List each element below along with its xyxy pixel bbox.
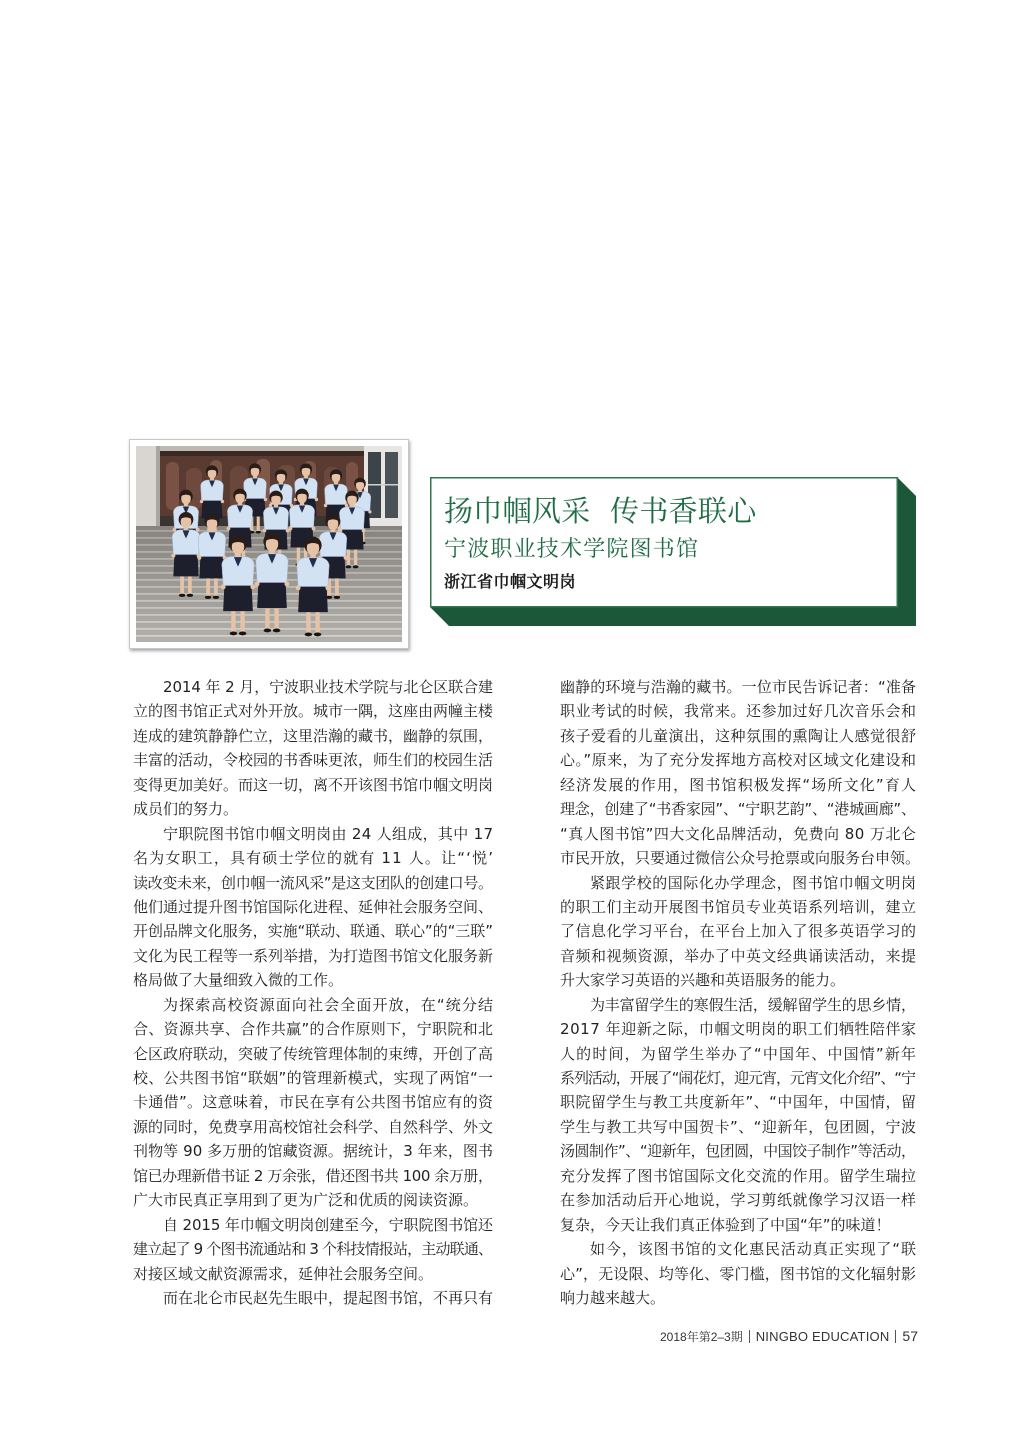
- paragraph-line: [560, 846, 921, 870]
- paragraph-line: [560, 675, 916, 699]
- line-text: 在参加活动后开心地说，学习剪纸就像学习汉语一样: [560, 1191, 917, 1210]
- person-leg: [214, 577, 218, 597]
- person-shoe: [345, 565, 351, 568]
- person-leg: [335, 577, 339, 597]
- line-text: 音频和视频资源，举办了中英文经典诵读活动，来提: [560, 946, 917, 965]
- person-hand: [200, 500, 203, 503]
- person-leg: [306, 611, 310, 634]
- paragraph-line: [560, 748, 916, 772]
- person-shoe: [305, 633, 313, 637]
- paragraph-line: [560, 1066, 916, 1090]
- person-hand: [315, 498, 318, 501]
- person-leg: [180, 575, 184, 595]
- paragraph-line: [560, 724, 916, 748]
- line-text: 充分发挥了图书馆国际文化交流的作用。留学生瑞拉: [560, 1166, 917, 1185]
- honor-label: 浙江省巾帼文明岗: [444, 572, 577, 591]
- person-shoe: [334, 596, 340, 599]
- line-text: 的职工们主动开展图书馆员专业英语系列培训，建立: [560, 897, 917, 916]
- paragraph-line: [133, 895, 493, 919]
- person-shoe: [230, 632, 238, 636]
- line-text: 职业考试的时候，我常来。还参加过好几次音乐会和: [560, 702, 917, 721]
- person-hand: [344, 556, 348, 560]
- paragraph-line: [133, 1262, 493, 1286]
- group-photo: [136, 446, 402, 642]
- line-text: 变得更加美好。而这一切，离不开该图书馆巾帼文明岗: [133, 775, 493, 794]
- person-hand: [269, 504, 272, 507]
- line-text: 心”，无设限、均等化、零门槛，图书馆的文化辐射影: [560, 1264, 917, 1283]
- person-shoe: [187, 594, 193, 597]
- paragraph-line: [560, 1042, 916, 1066]
- person-leg: [274, 607, 278, 630]
- footer-divider: [895, 1330, 896, 1343]
- person-hand: [263, 529, 267, 533]
- line-text: 心。”原来，为了充分发挥地方高校对区域文化建设和: [560, 751, 917, 770]
- person-leg: [231, 610, 235, 633]
- line-text: 名为女职工，具有硕士学位的就有 11 人。让“‘悦’: [133, 849, 495, 868]
- person-hand: [324, 504, 327, 507]
- paragraph-line: [560, 1164, 916, 1188]
- person-skirt: [257, 580, 287, 608]
- paragraph-line: [133, 773, 493, 797]
- article-title: 扬巾帼风采 传书香联心: [444, 494, 757, 528]
- paragraph-line: [560, 1188, 916, 1212]
- line-text: 复杂，今天让我们真正体验到了中国“年”的味道！: [560, 1215, 891, 1234]
- paragraph-line: [133, 699, 493, 723]
- person-hand: [255, 581, 260, 586]
- person-hand: [227, 527, 231, 531]
- paragraph-line: [133, 675, 493, 699]
- line-text: 孩子爱看的儿童演出，这种氛围的熏陶让人感觉很舒: [560, 726, 917, 745]
- line-text: 职院留学生与教工共度新年”、“中国年，中国情，留: [560, 1093, 917, 1112]
- paragraph-line: [133, 1090, 493, 1114]
- person-hand: [221, 500, 224, 503]
- magazine-name: NINGBO EDUCATION: [755, 1328, 890, 1344]
- person-hand: [221, 584, 226, 589]
- mural-relief-figure: [166, 462, 179, 510]
- person-shoe: [353, 565, 359, 568]
- paragraph-line: [133, 748, 493, 772]
- person-skirt: [199, 554, 224, 578]
- person-hand: [325, 585, 330, 590]
- line-text: 合、资源共享、合作共赢”的合作原则下，宁职院和北: [133, 1020, 494, 1039]
- paragraph-line: [560, 773, 916, 797]
- paragraph-line: [560, 699, 916, 723]
- person-shoe: [179, 594, 185, 597]
- photo-frame: [129, 439, 409, 649]
- person-hand: [250, 527, 254, 531]
- person-hand: [362, 529, 366, 533]
- line-text: 升大家学习英语的兴趣和英语服务的能力。: [560, 971, 846, 990]
- person-hand: [264, 498, 267, 501]
- person-shoe: [264, 629, 272, 633]
- line-text: 系列活动，开展了“闹花灯，迎元宵，元宵文化介绍”、“宁: [560, 1069, 915, 1087]
- paragraph-line: [133, 944, 493, 968]
- paragraph-line: [133, 871, 493, 895]
- title-block: [430, 477, 917, 627]
- person-hand: [345, 504, 348, 507]
- line-text: 读改变未来，创巾帼一流风采”是这支团队的创建口号。: [133, 873, 493, 892]
- paragraph-line: [133, 1237, 493, 1261]
- paragraph-line: [133, 968, 493, 992]
- person-hand: [296, 585, 301, 590]
- paragraph-line: [560, 822, 916, 846]
- paragraph-line: [133, 846, 493, 870]
- paragraph-line: [560, 871, 916, 895]
- line-text: 紧跟学校的国际化办学理念，图书馆巾帼文明岗: [590, 873, 917, 892]
- paragraph-line: [560, 919, 916, 943]
- paragraph-line: [560, 1139, 916, 1163]
- paragraph-line: [560, 797, 916, 821]
- mural-relief-figure: [186, 468, 202, 510]
- line-text: “真人图书馆”四大文化品牌活动，免费向 80 万北仑: [560, 824, 917, 843]
- person-hand: [171, 554, 175, 558]
- photo-mural-top: [160, 451, 364, 456]
- paragraph-line: [133, 1188, 493, 1212]
- person-leg: [257, 516, 260, 532]
- line-text: 响力越来越大。: [560, 1288, 666, 1307]
- page-number: 57: [902, 1328, 918, 1344]
- line-text: 而在北仑市民赵先生眼中，提起图书馆，不再只有: [163, 1288, 493, 1307]
- line-text: 理念，创建了“书香家园”、“宁职艺韵”、“港城画廊”、: [560, 800, 916, 819]
- paragraph-line: [560, 1017, 916, 1041]
- line-text: 源的同时，免费享用高校馆社会科学、自然科学、外文: [133, 1117, 493, 1136]
- person-leg: [315, 611, 319, 634]
- line-text: 立的图书馆正式对外开放。城市一隅，这座由两幢主楼: [133, 702, 493, 721]
- person-shoe: [273, 629, 281, 633]
- footer-divider: [749, 1330, 750, 1343]
- person-hand: [368, 510, 371, 513]
- person-hand: [250, 584, 255, 589]
- paragraph-line: [133, 919, 493, 943]
- line-text: 2014 年 2 月，宁波职业技术学院与北仑区联合建: [163, 678, 493, 696]
- person-shoe: [256, 531, 261, 534]
- paragraph-line: [133, 1164, 493, 1188]
- paragraph-line: [560, 1237, 916, 1261]
- photo-window-mullion: [368, 484, 398, 486]
- line-text: 如今，该图书馆的文化惠民活动真正实现了“联: [590, 1240, 917, 1259]
- paragraph-line: [133, 822, 493, 846]
- paragraph-line: [133, 1213, 493, 1237]
- line-text: 学生与教工共写中国贺卡”、“迎新年，包团圆，宁波: [560, 1117, 917, 1136]
- line-text: 自 2015 年巾帼文明岗创建至今，宁职院图书馆还: [163, 1215, 493, 1234]
- line-text: 丰富的活动，令校园的书香味更浓，师生们的校园生活: [133, 751, 493, 770]
- line-text: 连成的建筑静静伫立，这里浩瀚的藏书，幽静的氛围，: [133, 726, 493, 745]
- line-text: 刊物等 90 多万册的馆藏资源。据统计，3 年来，图书: [133, 1142, 494, 1161]
- line-text: 市民开放，只要通过微信公众号抢票或向服务台申领。: [560, 849, 921, 868]
- person-leg: [240, 610, 244, 633]
- paragraph-line: [133, 1066, 493, 1090]
- line-text: 了信息化学习平台，在平台上加入了很多英语学习的: [560, 922, 917, 941]
- paragraph-line: [560, 1286, 916, 1310]
- person-skirt: [223, 583, 253, 611]
- line-text: 广大市民真正享用到了更为广泛和优质的阅读资源。: [133, 1191, 479, 1210]
- person-leg: [188, 575, 192, 595]
- paragraph-line: [133, 797, 493, 821]
- person-shoe: [239, 632, 247, 636]
- line-text: 卡通借”。这意味着，市民在享有公共图书馆应有的资: [133, 1093, 494, 1112]
- article-column-left: [133, 675, 493, 1310]
- person-skirt: [298, 584, 328, 612]
- paragraph-line: [133, 1042, 493, 1066]
- paragraph-line: [133, 1115, 493, 1139]
- paragraph-line: [560, 1213, 916, 1237]
- paragraph-line: [133, 724, 493, 748]
- issue-label: 2018年第2–3期: [660, 1329, 743, 1344]
- photo-pillar-shadow: [156, 446, 160, 530]
- line-text: 幽静的环境与浩瀚的藏书。一位市民告诉记者：“准备: [560, 678, 917, 696]
- person-leg: [354, 548, 357, 566]
- person-hand: [197, 556, 201, 560]
- line-text: 文化为民工程等一系列举措，为打造图书馆文化服务新: [133, 946, 493, 965]
- paragraph-line: [560, 993, 916, 1017]
- person-skirt: [173, 552, 198, 576]
- line-text: 2017 年迎新之际，巾帼文明岗的职工们牺牲陪伴家: [560, 1020, 917, 1039]
- paragraph-line: [560, 1115, 916, 1139]
- paragraph-line: [560, 968, 916, 992]
- line-text: 开创品牌文化服务，实施“联动、联通、联心”的“三联”: [133, 922, 493, 941]
- paragraph-line: [560, 1090, 916, 1114]
- line-text: 馆已办理新借书证 2 万余张，借还图书共 100 余万册，: [133, 1166, 493, 1185]
- line-text: 为丰富留学生的寒假生活，缓解留学生的思乡情，: [590, 995, 916, 1014]
- line-text: 人的时间，为留学生举办了“中国年、中国情”新年: [560, 1044, 918, 1063]
- article-subtitle: 宁波职业技术学院图书馆: [444, 537, 700, 562]
- person-shoe: [205, 596, 211, 599]
- line-text: 建立起了 9 个图书流通站和 3 个科技情报站，主动联通、: [133, 1240, 493, 1259]
- line-text: 为探索高校资源面向社会全面开放，在“统分结: [163, 995, 495, 1014]
- person-shoe: [314, 633, 322, 637]
- line-text: 格局做了大量细致入微的工作。: [133, 971, 344, 990]
- paragraph-line: [560, 1262, 916, 1286]
- page-footer: [660, 1327, 918, 1345]
- person-hand: [284, 581, 289, 586]
- person-hand: [289, 527, 293, 531]
- line-text: 校、公共图书馆“联姻”的管理新模式，实现了两馆“一: [133, 1069, 494, 1087]
- paragraph-line: [560, 895, 916, 919]
- paragraph-line: [133, 1139, 493, 1163]
- line-text: 他们通过提升图书馆国际化进程、延伸社会服务空间、: [133, 897, 493, 916]
- line-text: 对接区域文献资源需求，延伸社会服务空间。: [133, 1264, 434, 1283]
- line-text: 汤圆制作”、“迎新年，包团圆，中国饺子制作”等活动，: [560, 1142, 916, 1161]
- line-text: 宁职院图书馆巾帼文明岗由 24 人组成，其中 17: [163, 824, 494, 843]
- paragraph-line: [133, 1286, 493, 1310]
- person-hand: [312, 527, 316, 531]
- paragraph-line: [133, 993, 493, 1017]
- paragraph-line: [560, 944, 916, 968]
- line-text: 仑区政府联动，突破了传统管理体制的束缚，开创了高: [133, 1044, 493, 1063]
- person-leg: [265, 607, 269, 630]
- line-text: 经济发展的作用，图书馆积极发挥“场所文化”育人: [560, 775, 918, 794]
- paragraph-line: [133, 1017, 493, 1041]
- person-leg: [206, 577, 210, 597]
- article-column-right: [560, 675, 921, 1310]
- line-text: 成员们的努力。: [133, 800, 239, 819]
- person-shoe: [213, 596, 219, 599]
